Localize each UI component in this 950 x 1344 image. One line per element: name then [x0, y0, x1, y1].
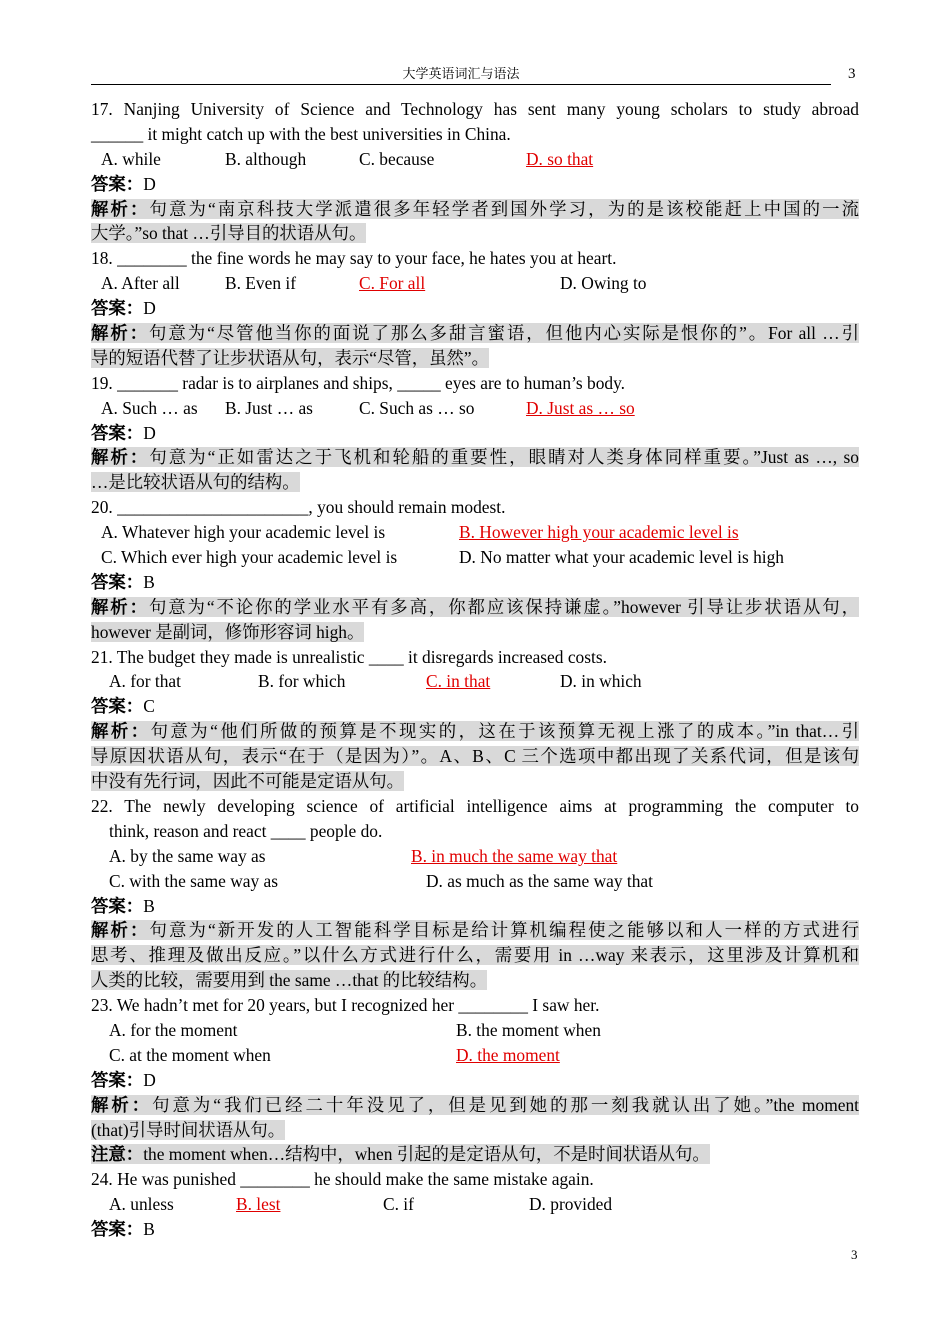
q24-answer: [91, 1217, 859, 1242]
q17-option-b: B. although: [225, 148, 307, 169]
answer-value: B: [143, 895, 155, 916]
answer-label: 答案：: [91, 422, 144, 443]
q20-explanation-2: [91, 620, 859, 645]
q18-option-b: B. Even if: [225, 273, 296, 294]
q17-explanation-1: [91, 197, 859, 222]
q23-options-row2: [91, 1043, 859, 1068]
explanation-text: 人类的比较，需要用到 the same …that 的比较结构。: [91, 970, 488, 991]
q21-option-d: D. in which: [560, 671, 642, 692]
q23-option-b: B. the moment when: [456, 1019, 601, 1040]
explanation-text: however 是副词，修饰形容词 high。: [91, 621, 365, 642]
q23-explanation-1: [91, 1093, 859, 1118]
q24-options: [91, 1192, 859, 1217]
q22-option-c: C. with the same way as: [109, 870, 279, 891]
q24-option-c: C. if: [383, 1194, 414, 1215]
answer-label: 答案：: [91, 1219, 144, 1240]
q22-option-a: A. by the same way as: [109, 845, 266, 866]
q21-option-b: B. for which: [258, 671, 346, 692]
explanation-text: 大学。”so that …引导目的状语从句。: [91, 223, 367, 244]
explanation-text: 思考、推理及做出反应。”以什么方式进行什么，需要用 in …way 来表示，这里涉及计算机和: [91, 945, 859, 966]
q21-explanation-2: [91, 744, 859, 769]
explanation-label: 解析：: [91, 323, 150, 344]
q20-stem: 20. ______________________, you should remain modest.: [91, 497, 506, 518]
answer-value: D: [143, 422, 156, 443]
q20-option-d: D. No matter what your academic level is high: [459, 547, 785, 568]
q22-stem-line2: think, reason and react ____ people do.: [109, 820, 383, 841]
page-number-top: 3: [848, 66, 856, 82]
q18-explanation-1: [91, 321, 859, 346]
explanation-text: 导的短语代替了让步状语从句，表示“尽管，虽然”。: [91, 347, 490, 368]
answer-value: B: [143, 571, 155, 592]
q19-option-d: D. Just as … so: [526, 397, 635, 418]
q19-option-c: C. Such as … so: [359, 397, 475, 418]
q23-option-d: D. the moment: [456, 1044, 560, 1065]
explanation-label: 解析：: [91, 920, 150, 941]
q17-option-d: D. so that: [526, 148, 594, 169]
q23-answer: [91, 1068, 859, 1093]
q22-explanation-3: [91, 968, 859, 993]
q23-note: [91, 1142, 859, 1167]
q17-stem-line2: ______ it might catch up with the best universities in China.: [91, 123, 511, 144]
q21-explanation-3: [91, 769, 859, 794]
explanation-text: 句意为“南京科技大学派遣很多年轻学者到国外学习，为的是该校能赶上中国的一流: [149, 198, 859, 219]
q17-option-a: A. while: [101, 148, 161, 169]
answer-value: D: [143, 1069, 156, 1090]
explanation-text: …是比较状语从句的结构。: [91, 472, 300, 493]
answer-value: C: [143, 696, 155, 717]
q21-answer: [91, 694, 859, 719]
q19-stem: 19. _______ radar is to airplanes and ships, _____ eyes are to human’s body.: [91, 372, 626, 393]
q19-answer: [91, 421, 859, 446]
q17-explanation-2: [91, 221, 859, 246]
explanation-text: 句意为“我们已经二十年没见了，但是见到她的那一刻我就认出了她。”the moment: [152, 1094, 859, 1115]
q21-options: [91, 669, 859, 694]
q19-option-a: A. Such … as: [101, 397, 198, 418]
running-header: [91, 64, 831, 85]
q22-option-d: D. as much as the same way that: [426, 870, 653, 891]
explanation-label: 解析：: [91, 447, 150, 468]
page-number-bottom: 3: [851, 1247, 858, 1262]
explanation-text: 句意为“正如雷达之于飞机和轮船的重要性，眼睛对人类身体同样重要。”Just as …, so: [149, 447, 859, 468]
answer-value: D: [143, 298, 156, 319]
q17-stem-line1: 17. Nanjing University of Science and Technology has sent many young scholars to study abroad: [91, 99, 859, 119]
explanation-label: 解析：: [91, 721, 151, 742]
q23-options-row1: [91, 1018, 859, 1043]
q24-option-b: B. lest: [236, 1194, 281, 1215]
q17-options: [91, 147, 859, 172]
q19-explanation-2: [91, 470, 859, 495]
q23-option-a: A. for the moment: [109, 1019, 238, 1040]
q20-explanation-1: [91, 595, 859, 620]
q22-explanation-1: [91, 918, 859, 943]
q21-option-a: A. for that: [109, 671, 181, 692]
answer-label: 答案：: [91, 895, 144, 916]
q21-option-c: C. in that: [426, 671, 491, 692]
document-body: [91, 97, 859, 1242]
note-label: 注意：: [91, 1144, 144, 1165]
q21-explanation-1: [91, 719, 859, 744]
q21-stem: 21. The budget they made is unrealistic ____ it disregards increased costs.: [91, 646, 607, 667]
q24-stem: 24. He was punished ________ he should make the same mistake again.: [91, 1169, 594, 1190]
q20-options-row1: [91, 520, 859, 545]
explanation-text: 导原因状语从句，表示“在于（是因为）”。A、B、C 三个选项中都出现了关系代词，但是该句: [91, 746, 859, 767]
q18-stem: 18. ________ the fine words he may say to your face, he hates you at heart.: [91, 248, 617, 269]
answer-label: 答案：: [91, 173, 144, 194]
explanation-text: 句意为“新开发的人工智能科学目标是给计算机编程使之能够以和人一样的方式进行: [149, 920, 859, 941]
q17-option-c: C. because: [359, 148, 435, 169]
answer-value: D: [143, 173, 156, 194]
explanation-label: 解析：: [91, 1094, 153, 1115]
q18-option-d: D. Owing to: [560, 273, 647, 294]
header-title: 大学英语词汇与语法: [402, 66, 520, 81]
q20-option-c: C. Which ever high your academic level is: [101, 547, 398, 568]
q19-explanation-1: [91, 445, 859, 470]
q24-option-d: D. provided: [529, 1194, 613, 1215]
explanation-text: 句意为“他们所做的预算是不现实的，这在于该预算无视上涨了的成本。”in that…引: [150, 721, 859, 742]
q18-explanation-2: [91, 346, 859, 371]
q23-explanation-2: [91, 1118, 859, 1143]
q22-explanation-2: [91, 943, 859, 968]
explanation-text: 中没有先行词，因此不可能是定语从句。: [91, 771, 405, 792]
q20-option-a: A. Whatever high your academic level is: [101, 522, 386, 543]
answer-label: 答案：: [91, 696, 144, 717]
q23-option-c: C. at the moment when: [109, 1044, 271, 1065]
answer-label: 答案：: [91, 1069, 144, 1090]
q18-options: [91, 271, 859, 296]
explanation-label: 解析：: [91, 198, 150, 219]
q22-options-row1: [91, 844, 859, 869]
q18-option-a: A. After all: [101, 273, 180, 294]
explanation-text: 句意为“尽管他当你的面说了那么多甜言蜜语，但他内心实际是恨你的”。For all …引: [149, 323, 859, 344]
q20-options-row2: [91, 545, 859, 570]
q22-answer: [91, 894, 859, 919]
q22-stem-line1: 22. The newly developing science of artificial intelligence aims at programming the computer to: [91, 795, 859, 816]
q19-option-b: B. Just … as: [225, 397, 313, 418]
explanation-label: 解析：: [91, 596, 149, 617]
answer-label: 答案：: [91, 298, 144, 319]
q19-options: [91, 396, 859, 421]
q22-option-b: B. in much the same way that: [411, 845, 618, 866]
q20-option-b: B. However high your academic level is: [459, 522, 739, 543]
explanation-text: 句意为“不论你的学业水平有多高，你都应该保持谦虚。”however 引导让步状语从句，: [148, 596, 859, 617]
q23-stem: 23. We hadn’t met for 20 years, but I recognized her ________ I saw her.: [91, 995, 600, 1016]
q20-answer: [91, 570, 859, 595]
q18-answer: [91, 296, 859, 321]
q24-option-a: A. unless: [109, 1194, 174, 1215]
q22-options-row2: [91, 869, 859, 894]
explanation-text: (that)引导时间状语从句。: [91, 1119, 286, 1140]
answer-value: B: [143, 1219, 155, 1240]
note-text: the moment when…结构中，when 引起的是定语从句，不是时间状语从句。: [143, 1144, 710, 1165]
q18-option-c: C. For all: [359, 273, 426, 294]
q17-answer: [91, 172, 859, 197]
answer-label: 答案：: [91, 571, 144, 592]
